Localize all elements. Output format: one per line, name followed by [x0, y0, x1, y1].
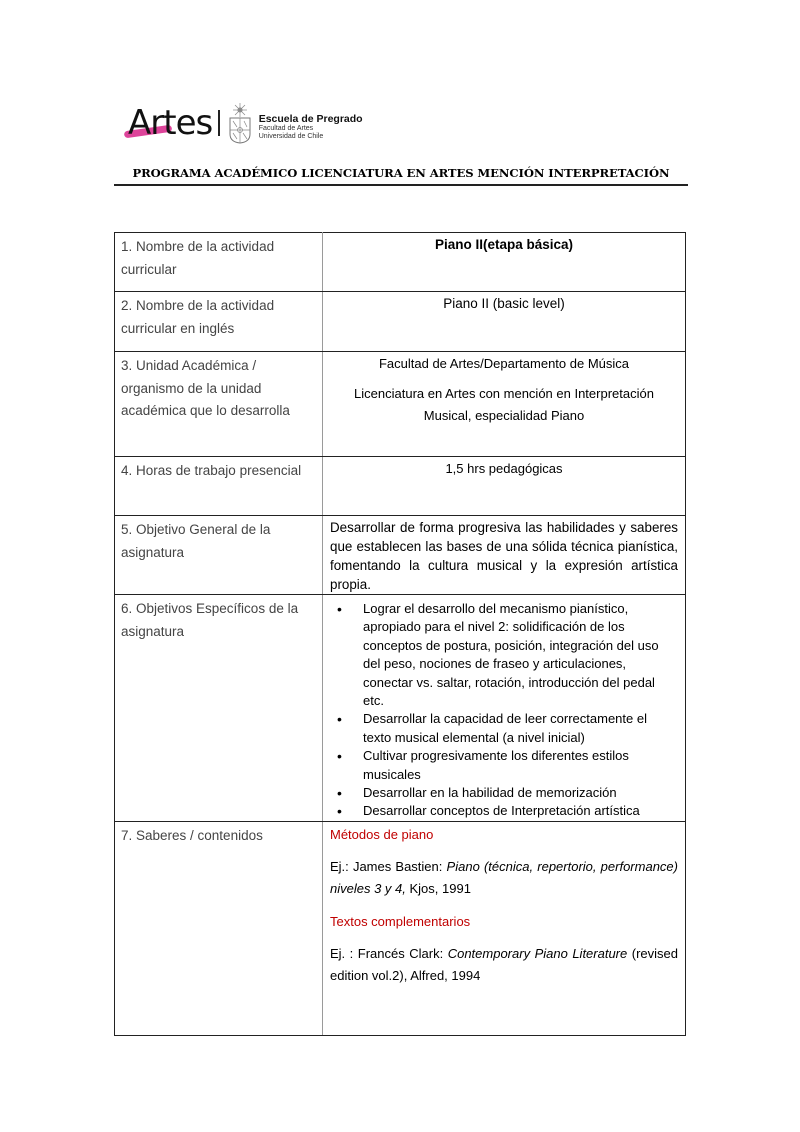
table-row: [115, 292, 686, 352]
academic-unit-program: Licenciatura en Artes con mención en Interpretación Musical, especialidad Piano: [354, 386, 654, 423]
list-item: • Desarrollar conceptos de Interpretación artística: [363, 802, 678, 820]
faculty-logo: [128, 98, 363, 148]
objectives-list: [330, 600, 678, 821]
row-label: 6. Objetivos Específicos de la asignatura: [115, 595, 323, 822]
program-table: [114, 232, 686, 1036]
artes-wordmark: Artes: [128, 106, 212, 140]
section-heading-complementary: Textos complementarios: [330, 913, 471, 929]
row-label: 4. Horas de trabajo presencial: [115, 457, 323, 516]
list-item: • Desarrollar la capacidad de leer correctamente el texto musical elemental (a nivel inicial): [363, 710, 678, 747]
list-item: • Desarrollar en la habilidad de memorización: [363, 784, 678, 802]
table-row: [115, 516, 686, 595]
reference-bastien: Ej.: James Bastien: Piano (técnica, repertorio, performance) niveles 3 y 4, Kjos, 1991: [330, 858, 678, 896]
contents: [323, 821, 686, 1035]
course-name: Piano II(etapa básica): [323, 233, 686, 292]
specific-objectives: [323, 595, 686, 822]
university-crest-icon: [227, 102, 253, 144]
title-underline: [114, 184, 688, 186]
course-name-english: Piano II (basic level): [323, 292, 686, 352]
academic-unit: [323, 352, 686, 457]
list-item: • Lograr el desarrollo del mecanismo pianístico, apropiado para el nivel 2: solidificación de los conceptos de postura, posición, integración del uso del peso, nociones de fraseo y articulaciones, conectar vs. saltar, rotación, introducción del pedal etc.: [363, 600, 678, 710]
row-label: 1. Nombre de la actividad curricular: [115, 233, 323, 292]
reference-clark: Ej. : Francés Clark: Contemporary Piano Literature (revised edition vol.2), Alfred, 1994: [330, 945, 678, 983]
row-label: 2. Nombre de la actividad curricular en inglés: [115, 292, 323, 352]
logo-separator: [218, 110, 220, 136]
table-row: [115, 457, 686, 516]
table-row: [115, 821, 686, 1035]
table-row: [115, 595, 686, 822]
section-heading-methods: Métodos de piano: [330, 826, 434, 842]
table-row: [115, 233, 686, 292]
contact-hours: 1,5 hrs pedagógicas: [323, 457, 686, 516]
logo-text: Escuela de Pregrado Facultad de Artes Universidad de Chile: [258, 113, 363, 140]
general-objective: Desarrollar de forma progresiva las habilidades y saberes que establecen las bases de una sólida técnica pianística, fomentando la cultura musical y la expresión artística propia.: [323, 516, 686, 595]
table-row: [115, 352, 686, 457]
document-title: PROGRAMA ACADÉMICO LICENCIATURA EN ARTES MENCIÓN INTERPRETACIÓN: [132, 166, 670, 180]
list-item: • Cultivar progresivamente los diferentes estilos musicales: [363, 747, 678, 784]
academic-unit-faculty: Facultad de Artes/Departamento de Música: [378, 356, 630, 371]
row-label: 3. Unidad Académica / organismo de la unidad académica que lo desarrolla: [115, 352, 323, 457]
row-label: 7. Saberes / contenidos: [115, 821, 323, 1035]
row-label: 5. Objetivo General de la asignatura: [115, 516, 323, 595]
